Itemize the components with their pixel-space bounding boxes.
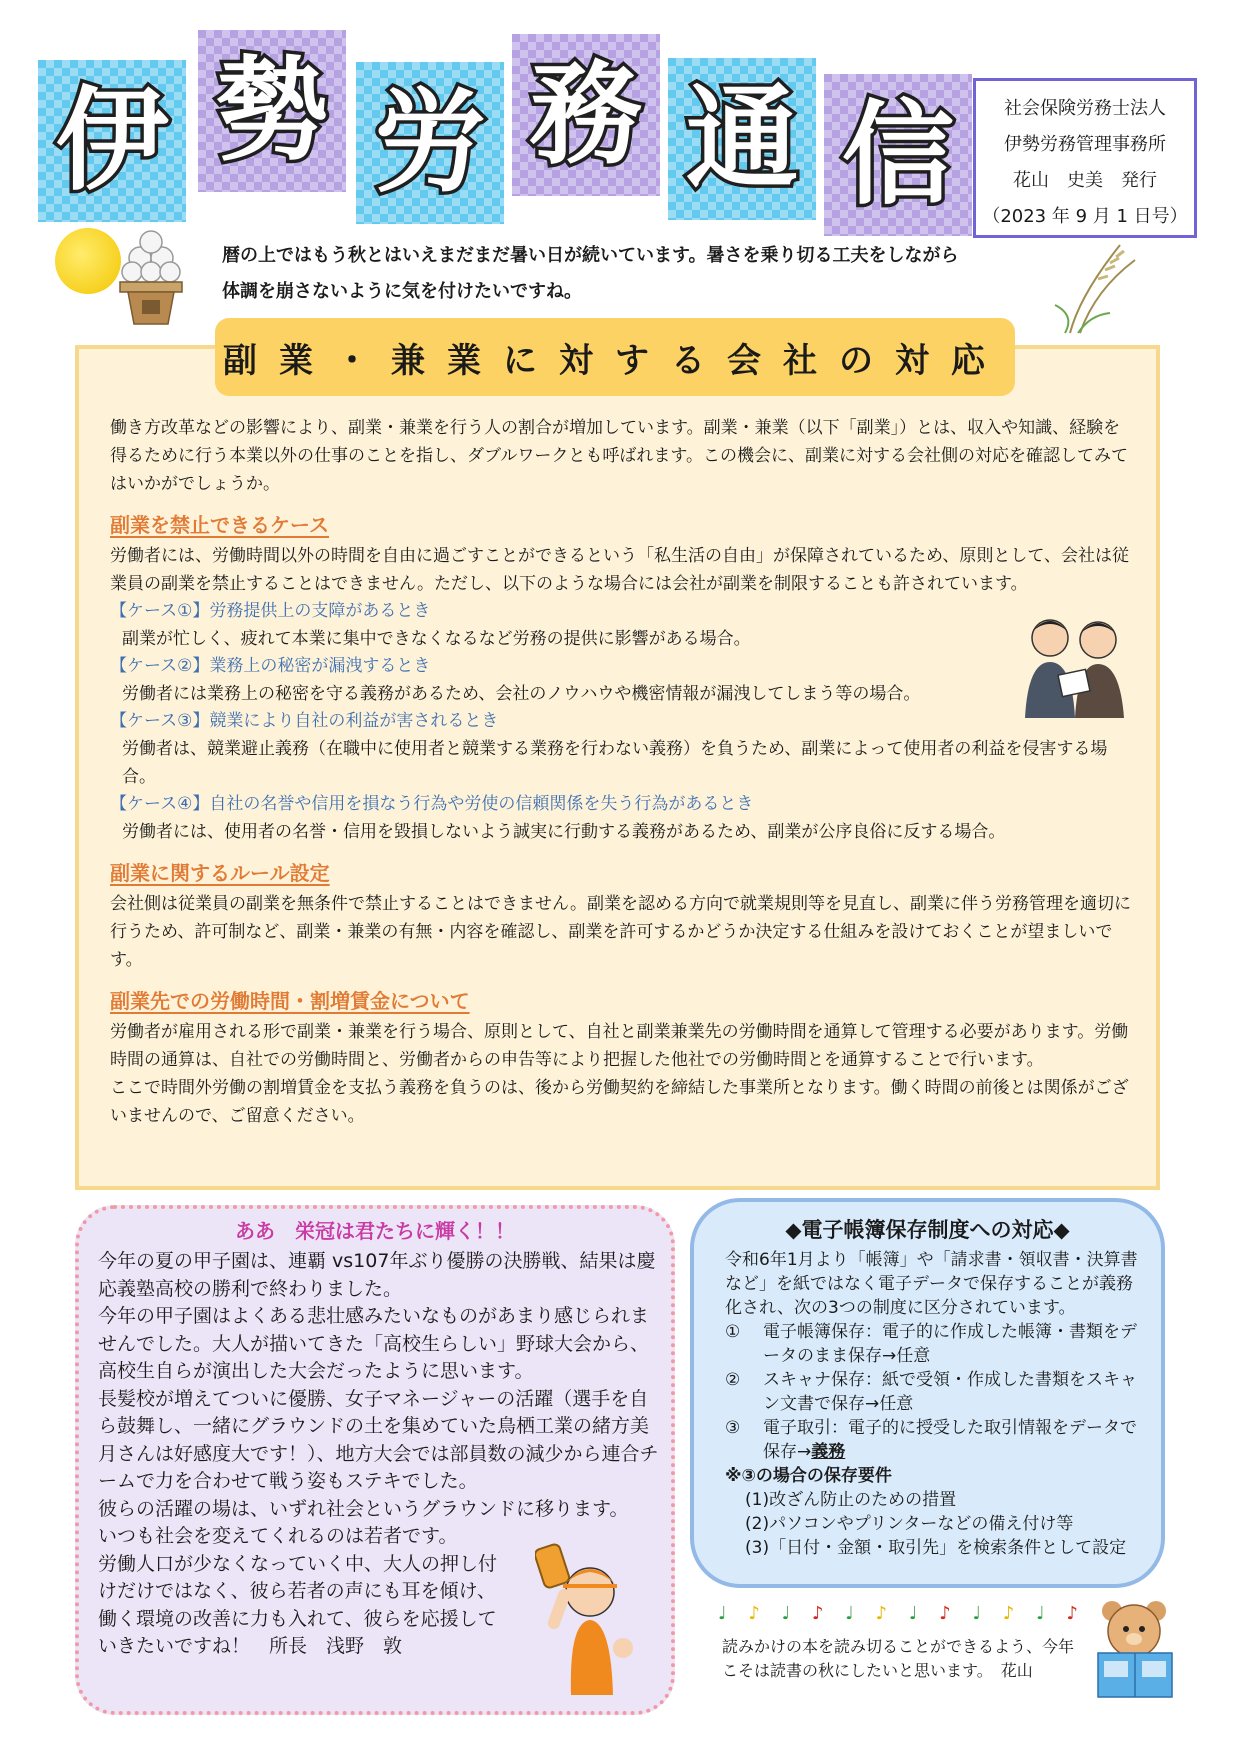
system-list-item (725, 1320, 1145, 1368)
music-note-icon: ♩ (781, 1603, 791, 1624)
system-list-item (725, 1416, 1145, 1464)
article-heading: 副業・兼業に対する会社の対応 (223, 340, 1007, 381)
article-lead: 働き方改革などの影響により、副業・兼業を行う人の割合が増加しています。副業・兼業（以下「副業」）とは、収入や知識、経験を得るために行う本業以外の仕事のことを指し、ダブルワークとも呼ばれます。この機会に、副業に対する会社側の対応を確認してみてはいかがでしょうか。 (110, 418, 1128, 494)
requirements-title: ※③の場合の保存要件 (725, 1466, 892, 1486)
music-note-icon: ♩ (718, 1603, 727, 1624)
greeting (222, 238, 1042, 310)
title-char-box (824, 74, 972, 236)
section-text: 会社側は従業員の副業を無条件で禁止することはできません。副業を認める方向で就業規則等を見直し、副業に伴う労務管理を適切に行うため、許可制など、副業・兼業の有無・内容を確認し、副業を許可するかどうか決定する仕組みを設けておくことが望ましいです。 (110, 894, 1132, 970)
list-number: ③ (725, 1418, 741, 1438)
music-note-icon: ♪ (748, 1603, 760, 1624)
title-char: 信 (842, 90, 954, 220)
requirement-item: (3)「日付・金額・取引先」を検索条件として設定 (745, 1538, 1127, 1558)
column-paragraph: 労働人口が少なくなっていく中、大人の押し付けだけではなく、彼ら若者の声にも耳を傾け、働く環境の改善に力も入れて、彼らを応援していきたいですね！ 所長 浅野 敦 (98, 1552, 498, 1657)
publisher-line: 伊勢労務管理事務所 (1004, 134, 1166, 155)
music-note-icon: ♪ (1066, 1603, 1078, 1624)
column-paragraph: いつも社会を変えてくれるのは若者です。 (98, 1525, 458, 1547)
case-title: 【ケース④】自社の名誉や信用を損なう行為や労使の信頼関係を失う行為があるとき (110, 794, 754, 814)
list-text: 電子帳簿保存：電子的に作成した帳簿・書類をデータのまま保存→任意 (763, 1322, 1137, 1366)
businessmen-illustration-icon (1020, 610, 1130, 718)
publisher-box (973, 78, 1197, 238)
title-char-box (356, 62, 504, 224)
music-note-icon: ♩ (1036, 1603, 1045, 1624)
music-note-icon: ♪ (811, 1603, 824, 1624)
cheering-girl-illustration-icon (535, 1540, 645, 1695)
case-title: 【ケース③】競業により自社の利益が害されるとき (110, 711, 499, 731)
section-title: 副業に関するルール設定 (110, 861, 330, 885)
music-note-icon: ♩ (845, 1603, 854, 1624)
footer-note: 読みかけの本を読み切ることができるよう、今年こそは読書の秋にしたいと思います。 花山 (722, 1637, 1075, 1680)
title-char-box (668, 58, 816, 220)
greeting-line: 体調を崩さないように気を付けたいですね。 (222, 281, 582, 302)
section-text: 労働者には、労働時間以外の時間を自由に過ごすことができるという「私生活の自由」が保障されているため、原則として、会社は従業員の副業を禁止することはできません。ただし、以下のような場合には会社が副業を制限することも許されています。 (110, 546, 1129, 594)
column-paragraph: 今年の甲子園はよくある悲壮感みたいなものがあまり感じられませんでした。大人が描いてきた「高校生らしい」野球大会から、高校生自らが演出した大会だったように思います。 (98, 1305, 650, 1382)
music-note-icon: ♪ (875, 1603, 888, 1624)
title-char: 務 (530, 50, 642, 180)
article-heading-band (215, 318, 1015, 396)
e-book-intro: 令和6年1月より「帳簿」や「請求書・領収書・決算書など」を紙ではなく電子データで保存することが義務化され、次の3つの制度に区分されています。 (725, 1250, 1138, 1318)
list-text: 電子取引：電子的に授受した取引情報をデータで保存→ (763, 1418, 1137, 1462)
greeting-line: 暦の上ではもう秋とはいえまだまだ暑い日が続いています。暑さを乗り切る工夫をしながら (222, 245, 959, 266)
section-title: 副業先での労働時間・割増賃金について (110, 989, 470, 1013)
music-note-icon: ♪ (1002, 1603, 1015, 1624)
e-book-storage-body (725, 1248, 1145, 1560)
music-note-icon: ♪ (939, 1603, 951, 1624)
publisher-line: 社会保険労務士法人 (1004, 98, 1166, 119)
masthead (38, 30, 968, 230)
section-text: ここで時間外労働の割増賃金を支払う義務を負うのは、後から労働契約を締結した事業所となります。働く時間の前後とは関係がございませんので、ご留意ください。 (110, 1078, 1129, 1126)
title-char: 伊 (56, 76, 168, 206)
column-paragraph: 彼らの活躍の場は、いずれ社会というグラウンドに移ります。 (98, 1497, 629, 1520)
list-number: ② (725, 1370, 741, 1390)
list-text-wrap (763, 1416, 1145, 1464)
title-char-box (38, 60, 186, 222)
case-text: 労働者には業務上の秘密を守る義務があるため、会社のノウハウや機密情報が漏洩してしまう等の場合。 (122, 684, 921, 704)
article-body (110, 414, 1135, 1130)
section-text: 労働者が雇用される形で副業・兼業を行う場合、原則として、自社と副業兼業先の労働時間を通算して管理する必要があります。労働時間の通算は、自社での労働時間と、労働者からの申告等により把握した他社での労働時間とを通算することで行います。 (110, 1022, 1129, 1070)
column-paragraph: 今年の夏の甲子園は、連覇 vs107年ぶり優勝の決勝戦、結果は慶応義塾高校の勝利で終わりました。 (98, 1250, 656, 1300)
case-text: 労働者は、競業避止義務（在職中に使用者と競業する業務を行わない義務）を負うため、副業によって使用者の利益を侵害する場合。 (122, 739, 1108, 787)
publisher-line: 花山 史美 発行 (1013, 170, 1157, 191)
music-notes-row (718, 1603, 1078, 1627)
requirement-item: (2)パソコンやプリンターなどの備え付け等 (745, 1514, 1074, 1534)
list-number: ① (725, 1322, 741, 1342)
title-char-box (512, 34, 660, 196)
koshien-column-title: ああ 栄冠は君たちに輝く！！ (235, 1219, 515, 1243)
e-book-storage-title: ◆電子帳簿保存制度への対応◆ (785, 1218, 1070, 1242)
mandatory-label: 義務 (811, 1442, 846, 1462)
case-title: 【ケース①】労務提供上の支障があるとき (110, 601, 431, 621)
column-paragraph: 長髪校が増えてついに優勝、女子マネージャーの活躍（選手を自ら鼓舞し、一緒にグラウンドの土を集めていた鳥栖工業の緒方美月さんは好感度大です！）、地方大会では部員数の減少から連合チームで力を合わせて戦う姿もステキでした。 (98, 1387, 659, 1492)
pampas-grass-icon (1050, 235, 1140, 335)
reading-bear-illustration-icon (1090, 1595, 1180, 1700)
title-char: 通 (686, 74, 798, 204)
title-char: 労 (374, 78, 486, 208)
case-title: 【ケース②】業務上の秘密が漏洩するとき (110, 656, 431, 676)
music-note-icon: ♩ (908, 1603, 918, 1624)
title-char: 勢 (216, 46, 328, 176)
case-text: 労働者には、使用者の名誉・信用を毀損しないよう誠実に行動する義務があるため、副業が公序良俗に反する場合。 (122, 822, 1006, 842)
publisher-date: （2023 年 9 月 1 日号） (982, 206, 1188, 227)
case-text: 副業が忙しく、疲れて本業に集中できなくなるなど労務の提供に影響がある場合。 (122, 629, 751, 649)
list-text: スキャナ保存：紙で受領・作成した書類をスキャン文書で保存→任意 (763, 1370, 1137, 1414)
tsukimi-dango-icon (112, 228, 190, 328)
title-char-box (198, 30, 346, 192)
system-list-item (725, 1368, 1145, 1416)
music-note-icon: ♩ (972, 1603, 981, 1624)
section-title: 副業を禁止できるケース (110, 513, 329, 537)
requirement-item: (1)改ざん防止のための措置 (745, 1490, 957, 1510)
